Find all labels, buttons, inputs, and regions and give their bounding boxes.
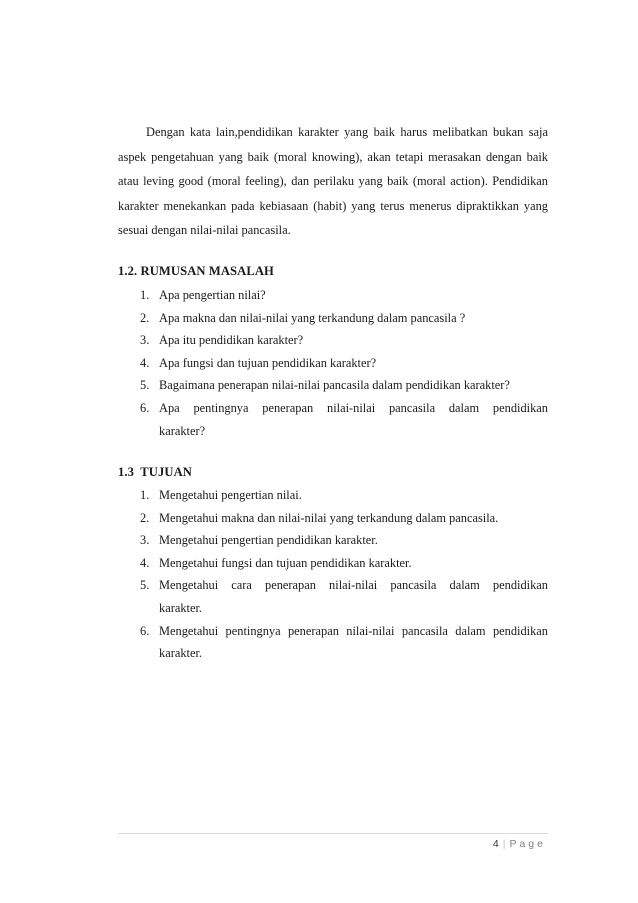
- list-item-text: Apa pentingnya penerapan nilai-nilai pancasila dalam pendidikan: [159, 400, 548, 415]
- list-item-text-continued: karakter.: [159, 646, 202, 661]
- list-item-number: 3.: [140, 333, 150, 348]
- list-item: [118, 620, 548, 643]
- footer-separator: |: [502, 838, 506, 850]
- list-item: [118, 397, 548, 420]
- list-item-number: 4.: [140, 355, 150, 370]
- list-item: [118, 352, 548, 375]
- list-item: [118, 574, 548, 597]
- list-item-text: Apa pengertian nilai?: [159, 288, 266, 302]
- list-item-text: Mengetahui fungsi dan tujuan pendidikan karakter.: [159, 555, 412, 570]
- list-item: [118, 552, 548, 575]
- list-item: [118, 529, 548, 552]
- list-item: [118, 484, 548, 507]
- list-item-continuation: [118, 420, 548, 443]
- list-item-continuation: [118, 642, 548, 665]
- list-item-text: Mengetahui pengertian pendidikan karakter.: [159, 533, 378, 548]
- list-item-text: Apa fungsi dan tujuan pendidikan karakter?: [159, 355, 377, 370]
- list-item-text: Mengetahui cara penerapan nilai-nilai pancasila dalam pendidikan: [159, 578, 548, 593]
- section-heading-tujuan: 1.3 TUJUAN: [118, 465, 192, 479]
- intro-paragraph: Dengan kata lain,pendidikan karakter yang baik harus melibatkan bukan saja aspek pengetahuan yang baik (moral knowing), akan tetapi merasakan dengan baik atau leving good (moral feeling), dan perilaku yang baik (moral action). Pendidikan karakter menekankan pada kebiasaan (habit) yang terus menerus dipraktikkan yang sesuai dengan nilai-nilai pancasila.: [118, 125, 548, 238]
- list-item-text: Mengetahui pengertian nilai.: [159, 488, 302, 502]
- list-item: [118, 284, 548, 307]
- list-item-number: 2.: [140, 310, 150, 325]
- list-item-text: Apa itu pendidikan karakter?: [159, 333, 304, 348]
- list-item-text: Apa makna dan nilai-nilai yang terkandung dalam pancasila ?: [159, 310, 466, 325]
- rumusan-masalah-list: [118, 284, 548, 442]
- list-item-text: Mengetahui pentingnya penerapan nilai-nilai pancasila dalam pendidikan: [159, 623, 548, 638]
- list-item-text: Mengetahui makna dan nilai-nilai yang terkandung dalam pancasila.: [159, 510, 499, 525]
- list-item-text: Bagaimana penerapan nilai-nilai pancasila dalam pendidikan karakter?: [159, 378, 510, 393]
- list-item-number: 3.: [140, 533, 150, 548]
- list-item-number: 1.: [140, 288, 150, 302]
- list-item: [118, 307, 548, 330]
- list-item-number: 6.: [140, 400, 150, 415]
- list-item-number: 1.: [140, 488, 150, 502]
- list-item: [118, 329, 548, 352]
- list-item-text-continued: karakter?: [159, 423, 206, 438]
- list-item: [118, 507, 548, 530]
- list-item-number: 5.: [140, 578, 150, 593]
- list-item-number: 6.: [140, 623, 150, 638]
- footer-divider: [118, 833, 548, 834]
- page-number: 4: [492, 838, 499, 850]
- page-word: Page: [509, 838, 546, 850]
- list-item-number: 5.: [140, 378, 150, 393]
- section-heading-rumusan-masalah: 1.2. RUMUSAN MASALAH: [118, 264, 274, 278]
- list-item-number: 2.: [140, 510, 150, 525]
- page-footer: [493, 838, 546, 850]
- list-item-text-continued: karakter.: [159, 600, 202, 615]
- list-item-continuation: [118, 597, 548, 620]
- list-item: [118, 374, 548, 397]
- tujuan-list: [118, 484, 548, 665]
- list-item-number: 4.: [140, 555, 150, 570]
